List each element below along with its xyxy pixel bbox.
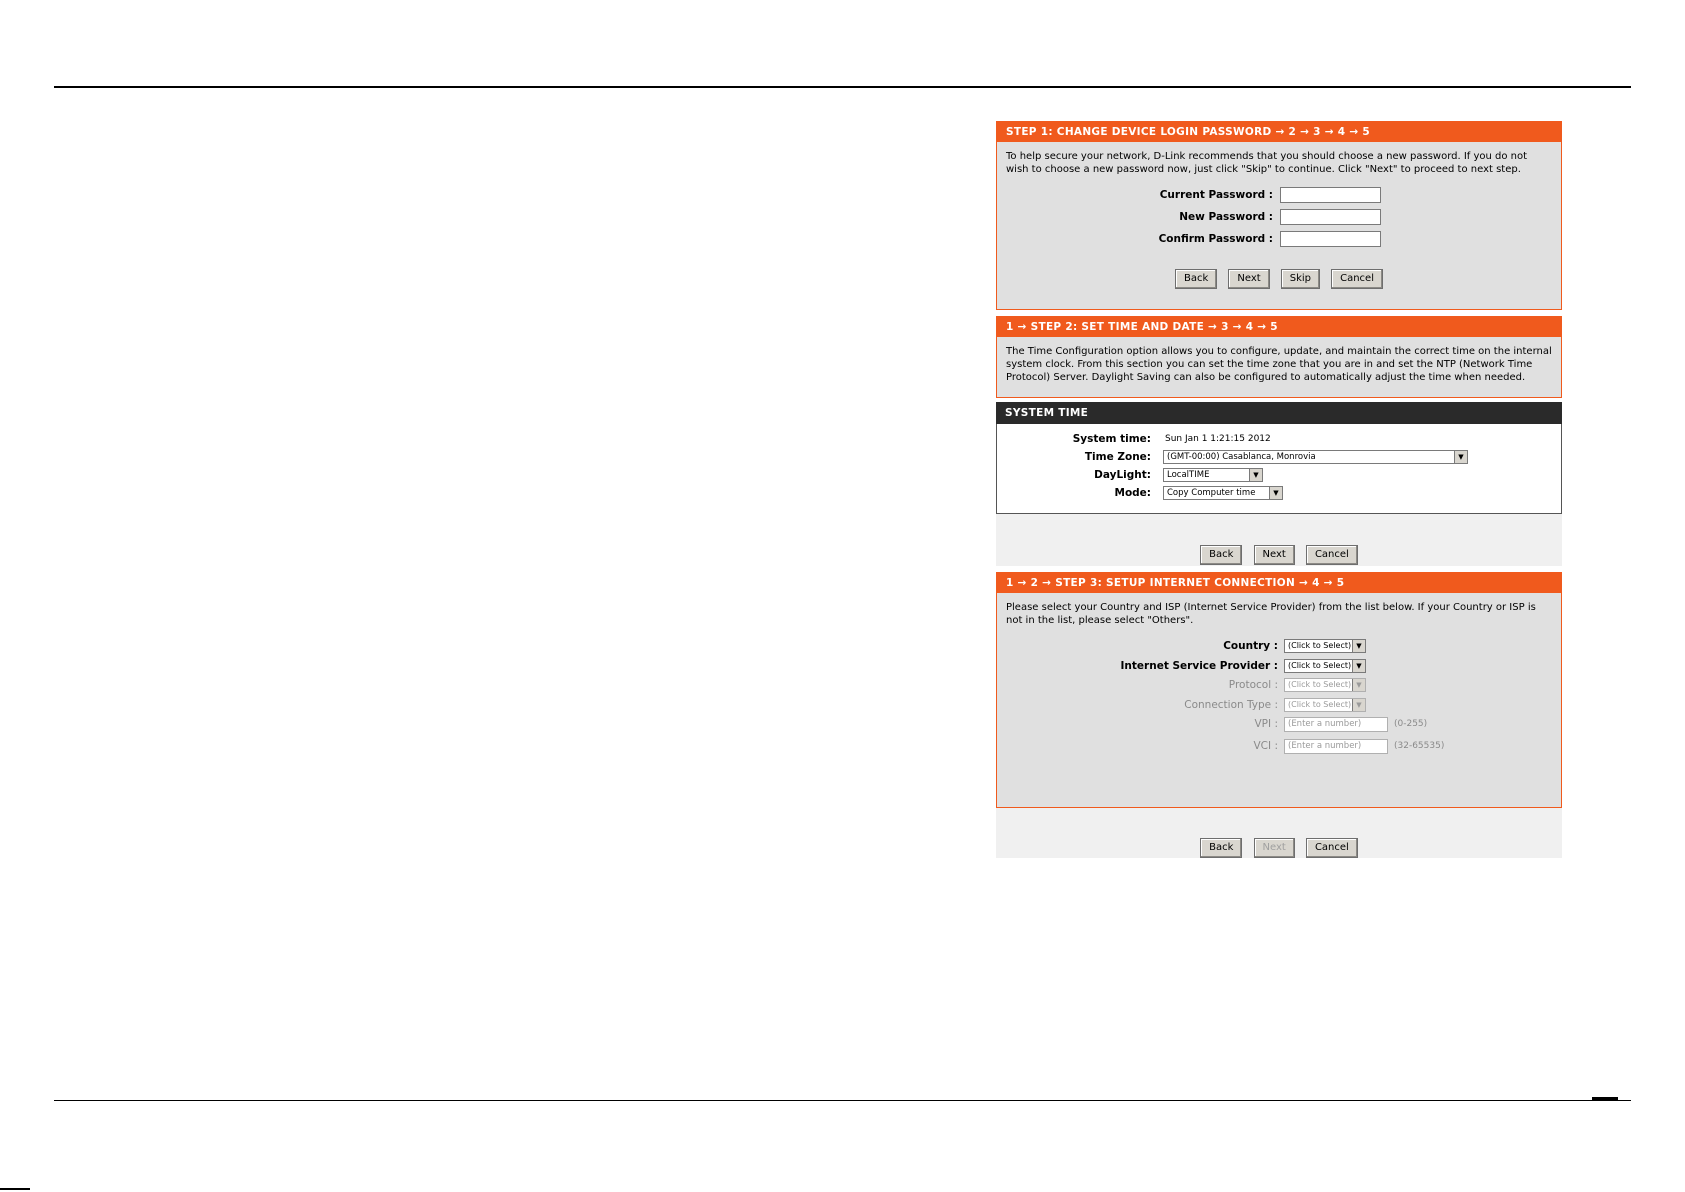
dropdown-arrow-icon: ▼ (1352, 699, 1365, 711)
step2-button-row (996, 542, 1562, 565)
time-zone-row (997, 448, 1561, 466)
mode-row (997, 484, 1561, 502)
step1-panel (996, 121, 1562, 310)
step3-button-row (996, 835, 1562, 858)
daylight-select[interactable] (1163, 468, 1263, 482)
step2-button-area (996, 514, 1562, 566)
current-password-row (997, 185, 1561, 207)
step2-cancel-button[interactable]: Cancel (1306, 545, 1358, 565)
current-password-input[interactable] (1280, 187, 1381, 203)
vci-row (997, 736, 1561, 758)
step1-skip-button[interactable]: Skip (1281, 269, 1320, 289)
step3-next-button[interactable]: Next (1254, 838, 1295, 858)
confirm-password-label: Confirm Password : (1158, 233, 1273, 245)
country-select[interactable] (1284, 639, 1366, 653)
time-zone-value: (GMT-00:00) Casablanca, Monrovia (1167, 452, 1316, 462)
daylight-row (997, 466, 1561, 484)
time-zone-label: Time Zone: (1084, 451, 1151, 463)
connection-type-value: (Click to Select) (1288, 699, 1352, 709)
vpi-range-hint: (0-255) (1394, 719, 1428, 729)
daylight-value: LocalTIME (1167, 470, 1210, 480)
protocol-select[interactable] (1284, 678, 1366, 692)
time-zone-select[interactable] (1163, 450, 1468, 464)
confirm-password-row (997, 229, 1561, 251)
step3-button-area (996, 808, 1562, 858)
mode-value: Copy Computer time (1167, 488, 1256, 498)
step2-panel (996, 316, 1562, 566)
step1-next-button[interactable]: Next (1228, 269, 1269, 289)
vpi-row (997, 714, 1561, 736)
daylight-label: DayLight: (1094, 469, 1151, 481)
protocol-value: (Click to Select) (1288, 680, 1352, 689)
dropdown-arrow-icon: ▼ (1249, 469, 1262, 481)
isp-row (997, 656, 1561, 676)
step3-panel (996, 572, 1562, 858)
system-time-value: Sun Jan 1 1:21:15 2012 (1165, 434, 1271, 444)
dropdown-arrow-icon: ▼ (1269, 487, 1282, 499)
connection-type-row (997, 695, 1561, 715)
step1-cancel-button[interactable]: Cancel (1331, 269, 1383, 289)
mode-select[interactable] (1163, 486, 1283, 500)
dropdown-arrow-icon: ▼ (1352, 679, 1365, 691)
bottom-rule (54, 1100, 1631, 1101)
vci-range-hint: (32-65535) (1394, 741, 1445, 751)
step3-cancel-button[interactable]: Cancel (1306, 838, 1358, 858)
step2-next-button[interactable]: Next (1254, 545, 1295, 565)
protocol-label: Protocol : (1228, 679, 1278, 691)
vci-input[interactable]: (Enter a number) (1284, 739, 1388, 754)
step1-back-button[interactable]: Back (1175, 269, 1217, 289)
system-time-row (997, 430, 1561, 448)
vci-label: VCI : (1253, 740, 1278, 752)
mode-label: Mode: (1114, 487, 1151, 499)
country-label: Country : (1223, 640, 1278, 652)
dropdown-arrow-icon: ▼ (1352, 640, 1365, 652)
isp-select[interactable] (1284, 659, 1366, 673)
dropdown-arrow-icon: ▼ (1454, 451, 1467, 463)
step1-button-row (997, 266, 1561, 289)
step1-header: STEP 1: CHANGE DEVICE LOGIN PASSWORD → 2 → 3 → 4 → 5 (997, 122, 1561, 142)
connection-type-select[interactable] (1284, 698, 1366, 712)
dropdown-arrow-icon: ▼ (1352, 660, 1365, 672)
step2-intro: The Time Configuration option allows you to configure, update, and maintain the correct time on the internal system clock. From this section you can set the time zone that you are in and set the NTP (Network Time Protocol) Server. Daylight Saving can also be configured to automatically adjust the time when needed. (1006, 346, 1552, 383)
new-password-label: New Password : (1179, 211, 1273, 223)
vpi-label: VPI : (1254, 718, 1278, 730)
step3-back-button[interactable]: Back (1200, 838, 1242, 858)
step1-intro: To help secure your network, D-Link recommends that you should choose a new password. If you do not wish to choose a new password now, just click "Skip" to continue. Click "Next" to proceed to next step. (1006, 151, 1528, 175)
step3-intro: Please select your Country and ISP (Internet Service Provider) from the list below. If your Country or ISP is not in the list, please select "Others". (1006, 602, 1536, 626)
corner-mark (0, 1188, 30, 1190)
step3-header: 1 → 2 → STEP 3: SETUP INTERNET CONNECTION → 4 → 5 (997, 573, 1561, 593)
protocol-row (997, 675, 1561, 695)
step2-header: 1 → STEP 2: SET TIME AND DATE → 3 → 4 → 5 (997, 317, 1561, 337)
system-time-label: System time: (1072, 433, 1151, 445)
vpi-input[interactable]: (Enter a number) (1284, 717, 1388, 732)
isp-value: (Click to Select) (1288, 660, 1352, 670)
country-row (997, 636, 1561, 656)
new-password-input[interactable] (1280, 209, 1381, 225)
step2-back-button[interactable]: Back (1200, 545, 1242, 565)
country-value: (Click to Select) (1288, 641, 1352, 650)
new-password-row (997, 207, 1561, 229)
page-number-mark (1592, 1097, 1618, 1100)
connection-type-label: Connection Type : (1184, 698, 1278, 711)
system-time-body (996, 424, 1562, 514)
top-rule (54, 86, 1631, 88)
current-password-label: Current Password : (1159, 189, 1273, 201)
confirm-password-input[interactable] (1280, 231, 1381, 247)
system-time-header: SYSTEM TIME (996, 402, 1562, 424)
isp-label: Internet Service Provider : (1120, 659, 1278, 672)
